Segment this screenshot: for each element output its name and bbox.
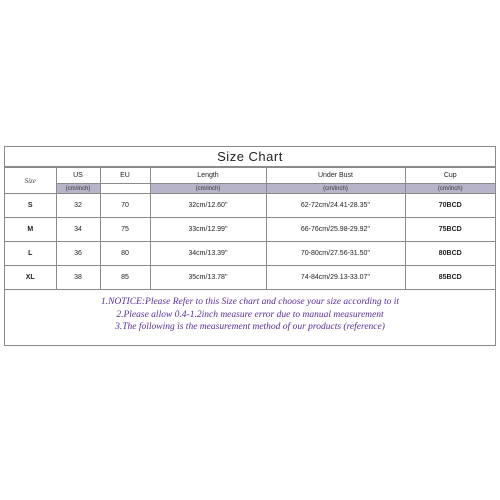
note-line: 1.NOTICE:Please Refer to this Size chart and choose your size according to it <box>100 297 400 307</box>
size-cell: S <box>5 194 56 218</box>
unit-eu <box>100 184 150 194</box>
eu-cell: 85 <box>100 266 150 290</box>
cup-cell: 85BCD <box>405 266 495 290</box>
length-cell: 33cm/12.99'' <box>150 218 266 242</box>
size-cell: M <box>5 218 56 242</box>
cup-cell: 75BCD <box>405 218 495 242</box>
table-row <box>5 194 495 218</box>
col-header-eu: EU <box>100 168 150 184</box>
table-row <box>5 266 495 290</box>
us-cell: 38 <box>56 266 100 290</box>
cup-cell: 70BCD <box>405 194 495 218</box>
under-bust-cell: 70-80cm/27.56-31.50'' <box>266 242 405 266</box>
table-row <box>5 218 495 242</box>
unit-us: (cm/inch) <box>56 184 100 194</box>
col-header-us: US <box>56 168 100 184</box>
cup-cell: 80BCD <box>405 242 495 266</box>
units-row <box>5 184 495 194</box>
size-header: Size <box>5 168 56 194</box>
col-header-under-bust: Under Bust <box>266 168 405 184</box>
note-line: 2.Please allow 0.4-1.2inch measure error due to manual measurement <box>116 309 384 320</box>
us-cell: 34 <box>56 218 100 242</box>
size-cell: XL <box>5 266 56 290</box>
col-header-length: Length <box>150 168 266 184</box>
chart-title: Size Chart <box>5 147 495 167</box>
size-cell: L <box>5 242 56 266</box>
under-bust-cell: 62-72cm/24.41-28.35'' <box>266 194 405 218</box>
header-row <box>5 168 495 184</box>
note-line: 3.The following is the measurement method of our products (reference) <box>115 322 385 332</box>
length-cell: 34cm/13.39'' <box>150 242 266 266</box>
size-table <box>5 167 495 290</box>
col-header-cup: Cup <box>405 168 495 184</box>
unit-cup: (cm/inch) <box>405 184 495 194</box>
table-row <box>5 242 495 266</box>
size-chart-card <box>4 146 496 346</box>
eu-cell: 70 <box>100 194 150 218</box>
under-bust-cell: 66-76cm/25.98-29.92'' <box>266 218 405 242</box>
us-cell: 32 <box>56 194 100 218</box>
us-cell: 36 <box>56 242 100 266</box>
length-cell: 35cm/13.78'' <box>150 266 266 290</box>
unit-under-bust: (cm/inch) <box>266 184 405 194</box>
length-cell: 32cm/12.60'' <box>150 194 266 218</box>
eu-cell: 80 <box>100 242 150 266</box>
notes-block <box>5 290 495 334</box>
under-bust-cell: 74-84cm/29.13-33.07'' <box>266 266 405 290</box>
unit-length: (cm/inch) <box>150 184 266 194</box>
eu-cell: 75 <box>100 218 150 242</box>
